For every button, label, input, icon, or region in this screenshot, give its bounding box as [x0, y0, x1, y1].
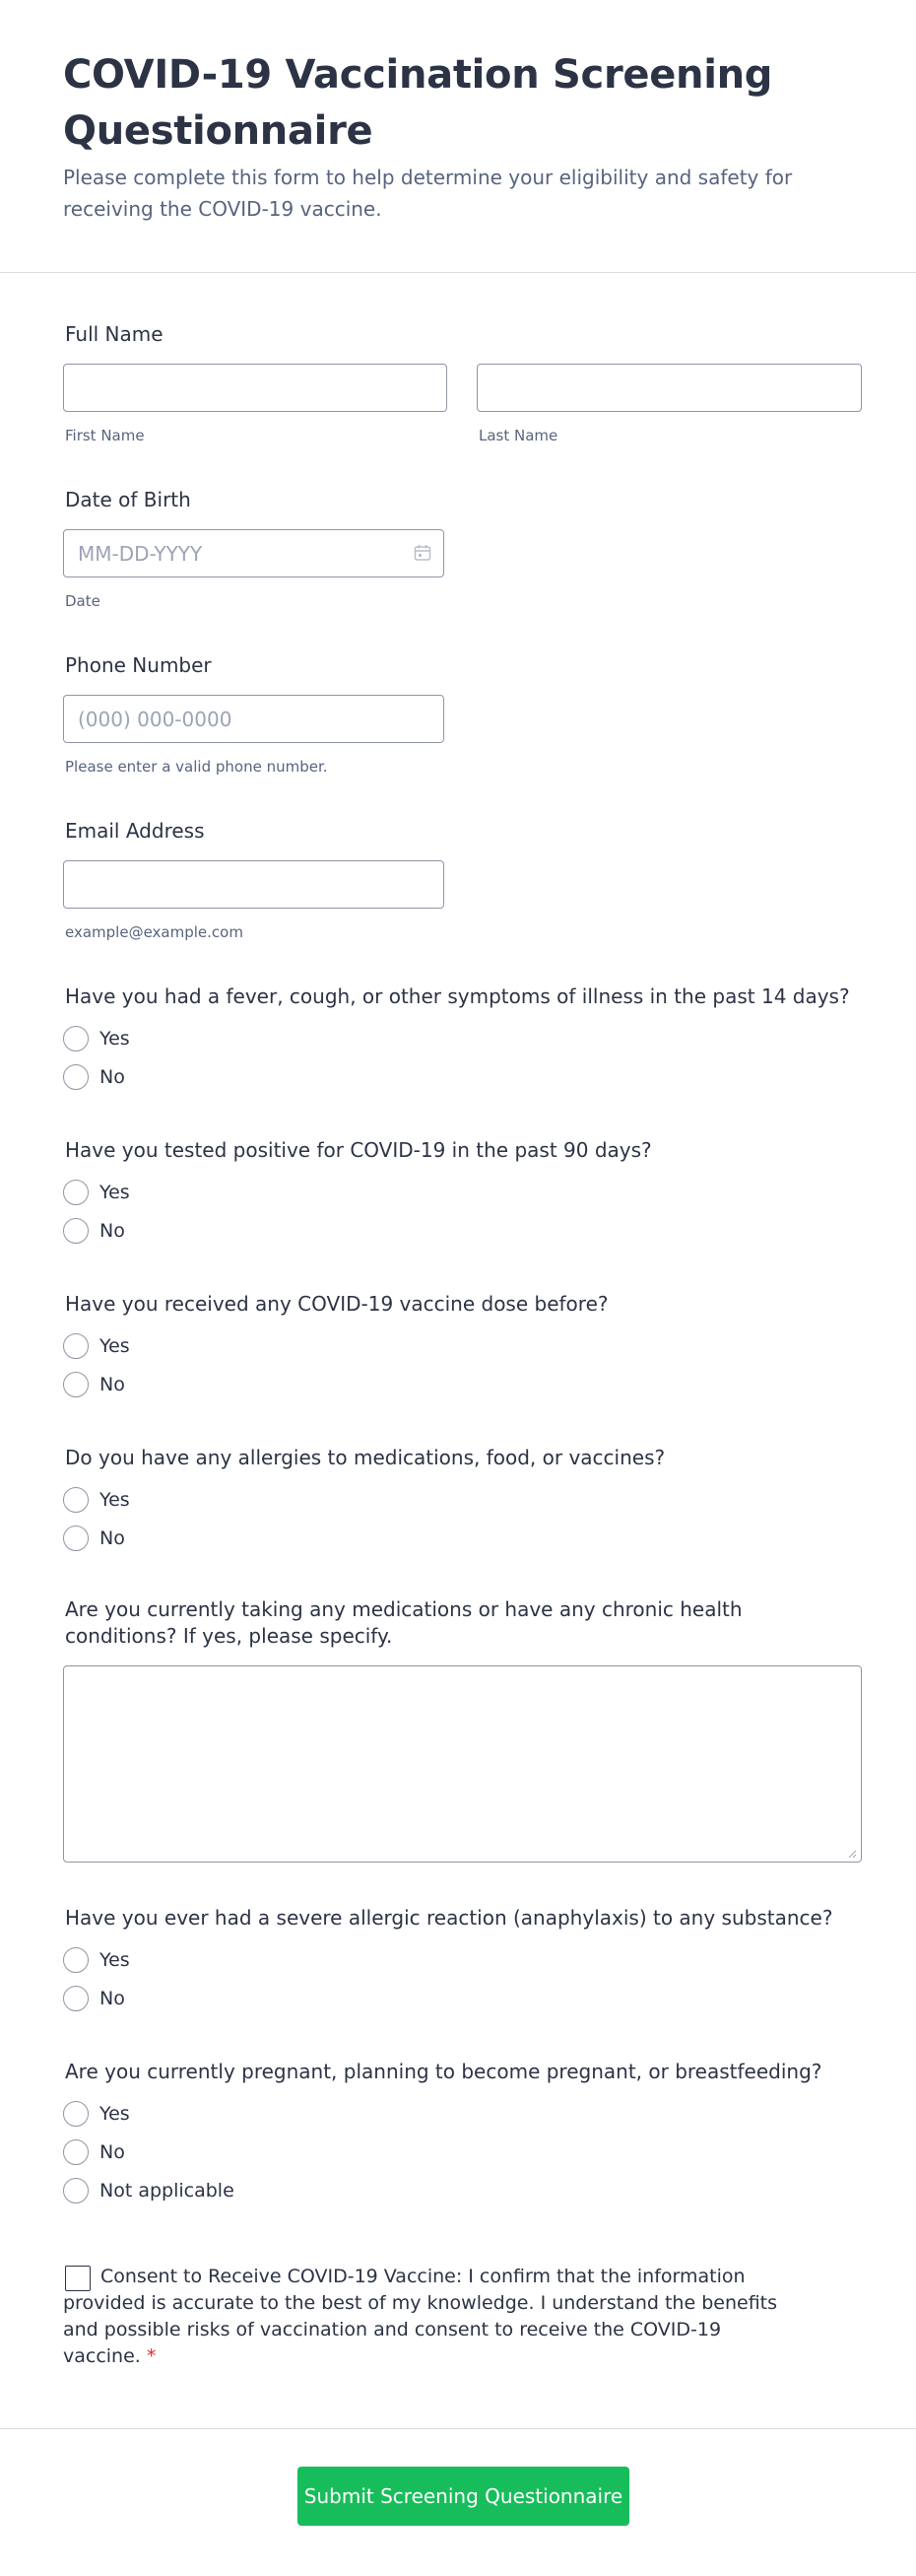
- radio-label: No: [99, 1988, 125, 2009]
- last-name-sublabel: Last Name: [479, 427, 558, 444]
- calendar-icon[interactable]: [414, 544, 431, 562]
- radio-label: Yes: [99, 1028, 130, 1050]
- radio-option[interactable]: [63, 1486, 130, 1514]
- radio-button[interactable]: [63, 1986, 89, 2011]
- phone-input[interactable]: [63, 695, 444, 743]
- required-mark: *: [146, 2345, 157, 2367]
- radio-button[interactable]: [63, 2101, 89, 2127]
- radio-label: Yes: [99, 1949, 130, 1971]
- radio-label: No: [99, 1374, 125, 1395]
- radio-button[interactable]: [63, 1333, 89, 1359]
- radio-option[interactable]: [63, 1025, 130, 1052]
- email-sublabel: example@example.com: [65, 923, 243, 941]
- phone-label: Phone Number: [65, 653, 212, 677]
- submit-button[interactable]: Submit Screening Questionnaire: [297, 2467, 629, 2526]
- radio-option[interactable]: [63, 1063, 125, 1091]
- email-label: Email Address: [65, 819, 205, 843]
- radio-label: No: [99, 1527, 125, 1549]
- radio-option[interactable]: [63, 1985, 125, 2012]
- radio-option[interactable]: [63, 1179, 130, 1206]
- radio-button[interactable]: [63, 1947, 89, 1973]
- last-name-input[interactable]: [477, 364, 862, 412]
- radio-button[interactable]: [63, 1525, 89, 1551]
- question-label: Have you tested positive for COVID-19 in the past 90 days?: [65, 1138, 652, 1162]
- radio-button[interactable]: [63, 1487, 89, 1513]
- radio-label: Yes: [99, 1182, 130, 1203]
- dob-input[interactable]: [63, 529, 444, 577]
- question-label: Do you have any allergies to medications, food, or vaccines?: [65, 1446, 666, 1469]
- radio-button[interactable]: [63, 2178, 89, 2203]
- radio-button[interactable]: [63, 2139, 89, 2165]
- form-header: [0, 0, 916, 273]
- radio-option[interactable]: [63, 1946, 130, 1974]
- resize-grip-icon[interactable]: [847, 1849, 857, 1859]
- radio-label: Not applicable: [99, 2180, 234, 2202]
- first-name-sublabel: First Name: [65, 427, 145, 444]
- radio-option[interactable]: [63, 2100, 130, 2128]
- radio-button[interactable]: [63, 1064, 89, 1090]
- question-label: Have you received any COVID-19 vaccine dose before?: [65, 1292, 609, 1316]
- radio-button[interactable]: [63, 1026, 89, 1051]
- radio-option[interactable]: [63, 1332, 130, 1360]
- radio-label: No: [99, 1066, 125, 1088]
- radio-label: Yes: [99, 2103, 130, 2125]
- dob-sublabel: Date: [65, 592, 100, 610]
- radio-label: Yes: [99, 1489, 130, 1511]
- radio-label: No: [99, 2141, 125, 2163]
- medications-label: Are you currently taking any medications or have any chronic health conditions? If yes, please specify.: [65, 1597, 743, 1648]
- question-label: Have you had a fever, cough, or other symptoms of illness in the past 14 days?: [65, 984, 850, 1008]
- consent-label: [63, 2264, 782, 2370]
- radio-label: Yes: [99, 1335, 130, 1357]
- consent-text: Consent to Receive COVID-19 Vaccine: I confirm that the information provided is accurate to the best of my knowledge. I understand the benefits and possible risks of vaccination and consent to receive the COVID-19 vaccine.: [63, 2266, 778, 2367]
- medications-textarea[interactable]: [63, 1665, 862, 1863]
- radio-option[interactable]: [63, 2177, 234, 2204]
- full-name-label: Full Name: [65, 322, 164, 346]
- radio-label: No: [99, 1220, 125, 1242]
- page-title: COVID-19 Vaccination Screening Questionnaire: [63, 52, 773, 154]
- radio-option[interactable]: [63, 1525, 125, 1552]
- radio-button[interactable]: [63, 1218, 89, 1244]
- phone-sublabel: Please enter a valid phone number.: [65, 758, 328, 776]
- first-name-input[interactable]: [63, 364, 447, 412]
- radio-option[interactable]: [63, 1371, 125, 1398]
- question-label: Have you ever had a severe allergic reaction (anaphylaxis) to any substance?: [65, 1906, 833, 1930]
- dob-label: Date of Birth: [65, 488, 191, 511]
- radio-option[interactable]: [63, 1217, 125, 1245]
- radio-option[interactable]: [63, 2138, 125, 2166]
- email-input[interactable]: [63, 860, 444, 909]
- page-description: Please complete this form to help determine your eligibility and safety for receiving the COVID-19 vaccine.: [63, 166, 793, 221]
- question-label: Are you currently pregnant, planning to become pregnant, or breastfeeding?: [65, 2060, 822, 2083]
- radio-button[interactable]: [63, 1372, 89, 1397]
- radio-button[interactable]: [63, 1180, 89, 1205]
- footer-divider: [0, 2428, 916, 2429]
